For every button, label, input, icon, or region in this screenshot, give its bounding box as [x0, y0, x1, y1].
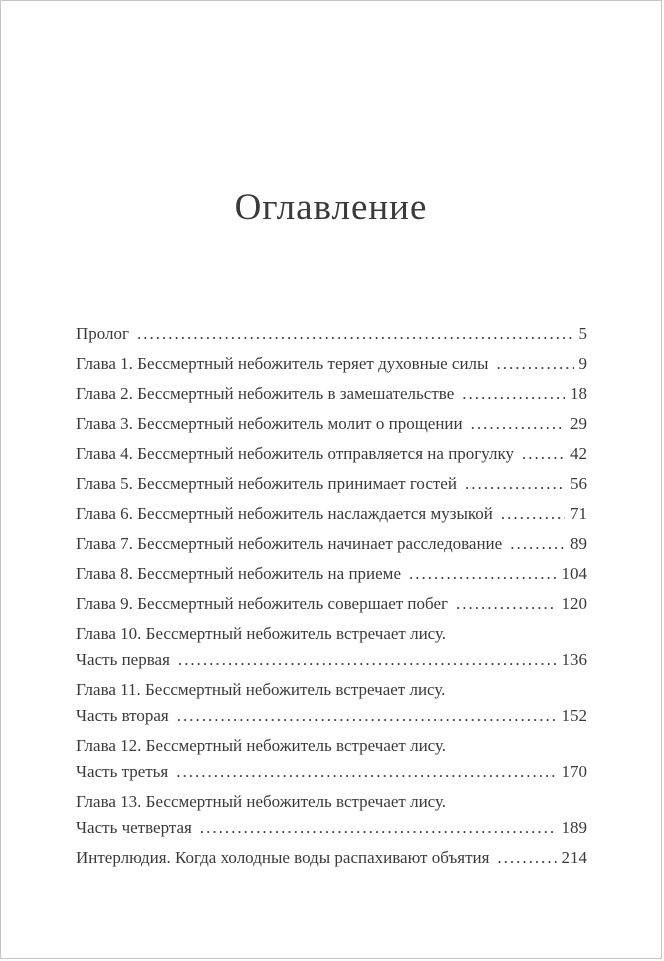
dot-leader	[465, 471, 565, 497]
toc-entry-label-line2: Часть четвертая	[76, 818, 192, 837]
dot-leader	[176, 759, 556, 785]
dot-leader	[178, 647, 557, 673]
toc-entry-page: 120	[561, 594, 587, 613]
toc-row	[76, 381, 587, 407]
dot-leader	[522, 441, 565, 467]
toc-row	[76, 677, 587, 703]
dot-leader	[137, 321, 573, 347]
toc-entry-page: 29	[570, 414, 587, 433]
toc-entry	[76, 845, 587, 871]
toc-entry-label: Глава 9. Бессмертный небожитель совершает побег	[76, 594, 448, 613]
toc-entry	[76, 591, 587, 617]
toc-entry-label: Глава 12. Бессмертный небожитель встречает лису.	[76, 736, 447, 755]
toc-entry	[76, 621, 587, 673]
toc-row	[76, 733, 587, 759]
toc-entry-page: 89	[570, 534, 587, 553]
page-title: Оглавление	[234, 187, 428, 228]
toc-entry	[76, 789, 587, 841]
dot-leader	[462, 381, 565, 407]
toc-row	[76, 501, 587, 527]
toc-entry-page: 18	[570, 384, 587, 403]
toc-entry-label: Глава 4. Бессмертный небожитель отправляется на прогулку	[76, 444, 515, 463]
toc-row	[76, 441, 587, 467]
toc-entry	[76, 441, 587, 467]
toc-row	[76, 703, 587, 729]
toc-entry-page: 56	[570, 474, 587, 493]
toc-entry	[76, 677, 587, 729]
toc-row	[76, 351, 587, 377]
toc-entry-page: 9	[578, 354, 587, 373]
toc-entry-label: Глава 13. Бессмертный небожитель встречает лису.	[76, 792, 447, 811]
toc-entry-page: 189	[561, 818, 587, 837]
toc-row	[76, 591, 587, 617]
toc-entry	[76, 471, 587, 497]
dot-leader	[510, 531, 565, 557]
toc-entry	[76, 411, 587, 437]
toc-entry-label-line2: Часть первая	[76, 650, 170, 669]
dot-leader	[497, 845, 556, 871]
toc-row	[76, 621, 587, 647]
toc-entry-page: 71	[570, 504, 587, 523]
dot-leader	[501, 501, 565, 527]
toc-entry-page: 5	[578, 324, 587, 343]
toc-entry	[76, 351, 587, 377]
toc-entry-label: Пролог	[76, 324, 130, 343]
dot-leader	[177, 703, 557, 729]
dot-leader	[409, 561, 557, 587]
toc-row	[76, 321, 587, 347]
toc-row	[76, 531, 587, 557]
table-of-contents	[1, 321, 661, 871]
toc-row	[76, 789, 587, 815]
toc-entry-label: Глава 11. Бессмертный небожитель встречает лису.	[76, 680, 446, 699]
toc-entry-label-line2: Часть третья	[76, 762, 169, 781]
toc-entry	[76, 321, 587, 347]
toc-entry-label-line2: Часть вторая	[76, 706, 169, 725]
toc-entry-label: Глава 2. Бессмертный небожитель в замешательстве	[76, 384, 455, 403]
toc-entry-label: Интерлюдия. Когда холодные воды распахивают объятия	[76, 848, 490, 867]
toc-entry-label: Глава 5. Бессмертный небожитель принимает гостей	[76, 474, 457, 493]
toc-row	[76, 759, 587, 785]
toc-row	[76, 561, 587, 587]
dot-leader	[471, 411, 565, 437]
dot-leader	[496, 351, 573, 377]
toc-row	[76, 411, 587, 437]
toc-row	[76, 815, 587, 841]
toc-entry-page: 170	[561, 762, 587, 781]
toc-entry-page: 104	[561, 564, 587, 583]
dot-leader	[456, 591, 557, 617]
toc-entry-page: 42	[570, 444, 587, 463]
toc-entry	[76, 531, 587, 557]
toc-entry-label: Глава 7. Бессмертный небожитель начинает расследование	[76, 534, 503, 553]
toc-row	[76, 647, 587, 673]
toc-entry-label: Глава 10. Бессмертный небожитель встречает лису.	[76, 624, 447, 643]
toc-entry-page: 152	[561, 706, 587, 725]
toc-entry-label: Глава 3. Бессмертный небожитель молит о прощении	[76, 414, 463, 433]
toc-entry	[76, 381, 587, 407]
toc-entry-label: Глава 1. Бессмертный небожитель теряет духовные силы	[76, 354, 489, 373]
toc-row	[76, 471, 587, 497]
toc-entry	[76, 501, 587, 527]
toc-entry-page: 214	[561, 848, 587, 867]
toc-row	[76, 845, 587, 871]
toc-entry	[76, 561, 587, 587]
dot-leader	[200, 815, 557, 841]
toc-entry-page: 136	[561, 650, 587, 669]
toc-entry-label: Глава 8. Бессмертный небожитель на приеме	[76, 564, 401, 583]
toc-entry-label: Глава 6. Бессмертный небожитель наслаждается музыкой	[76, 504, 493, 523]
toc-entry	[76, 733, 587, 785]
